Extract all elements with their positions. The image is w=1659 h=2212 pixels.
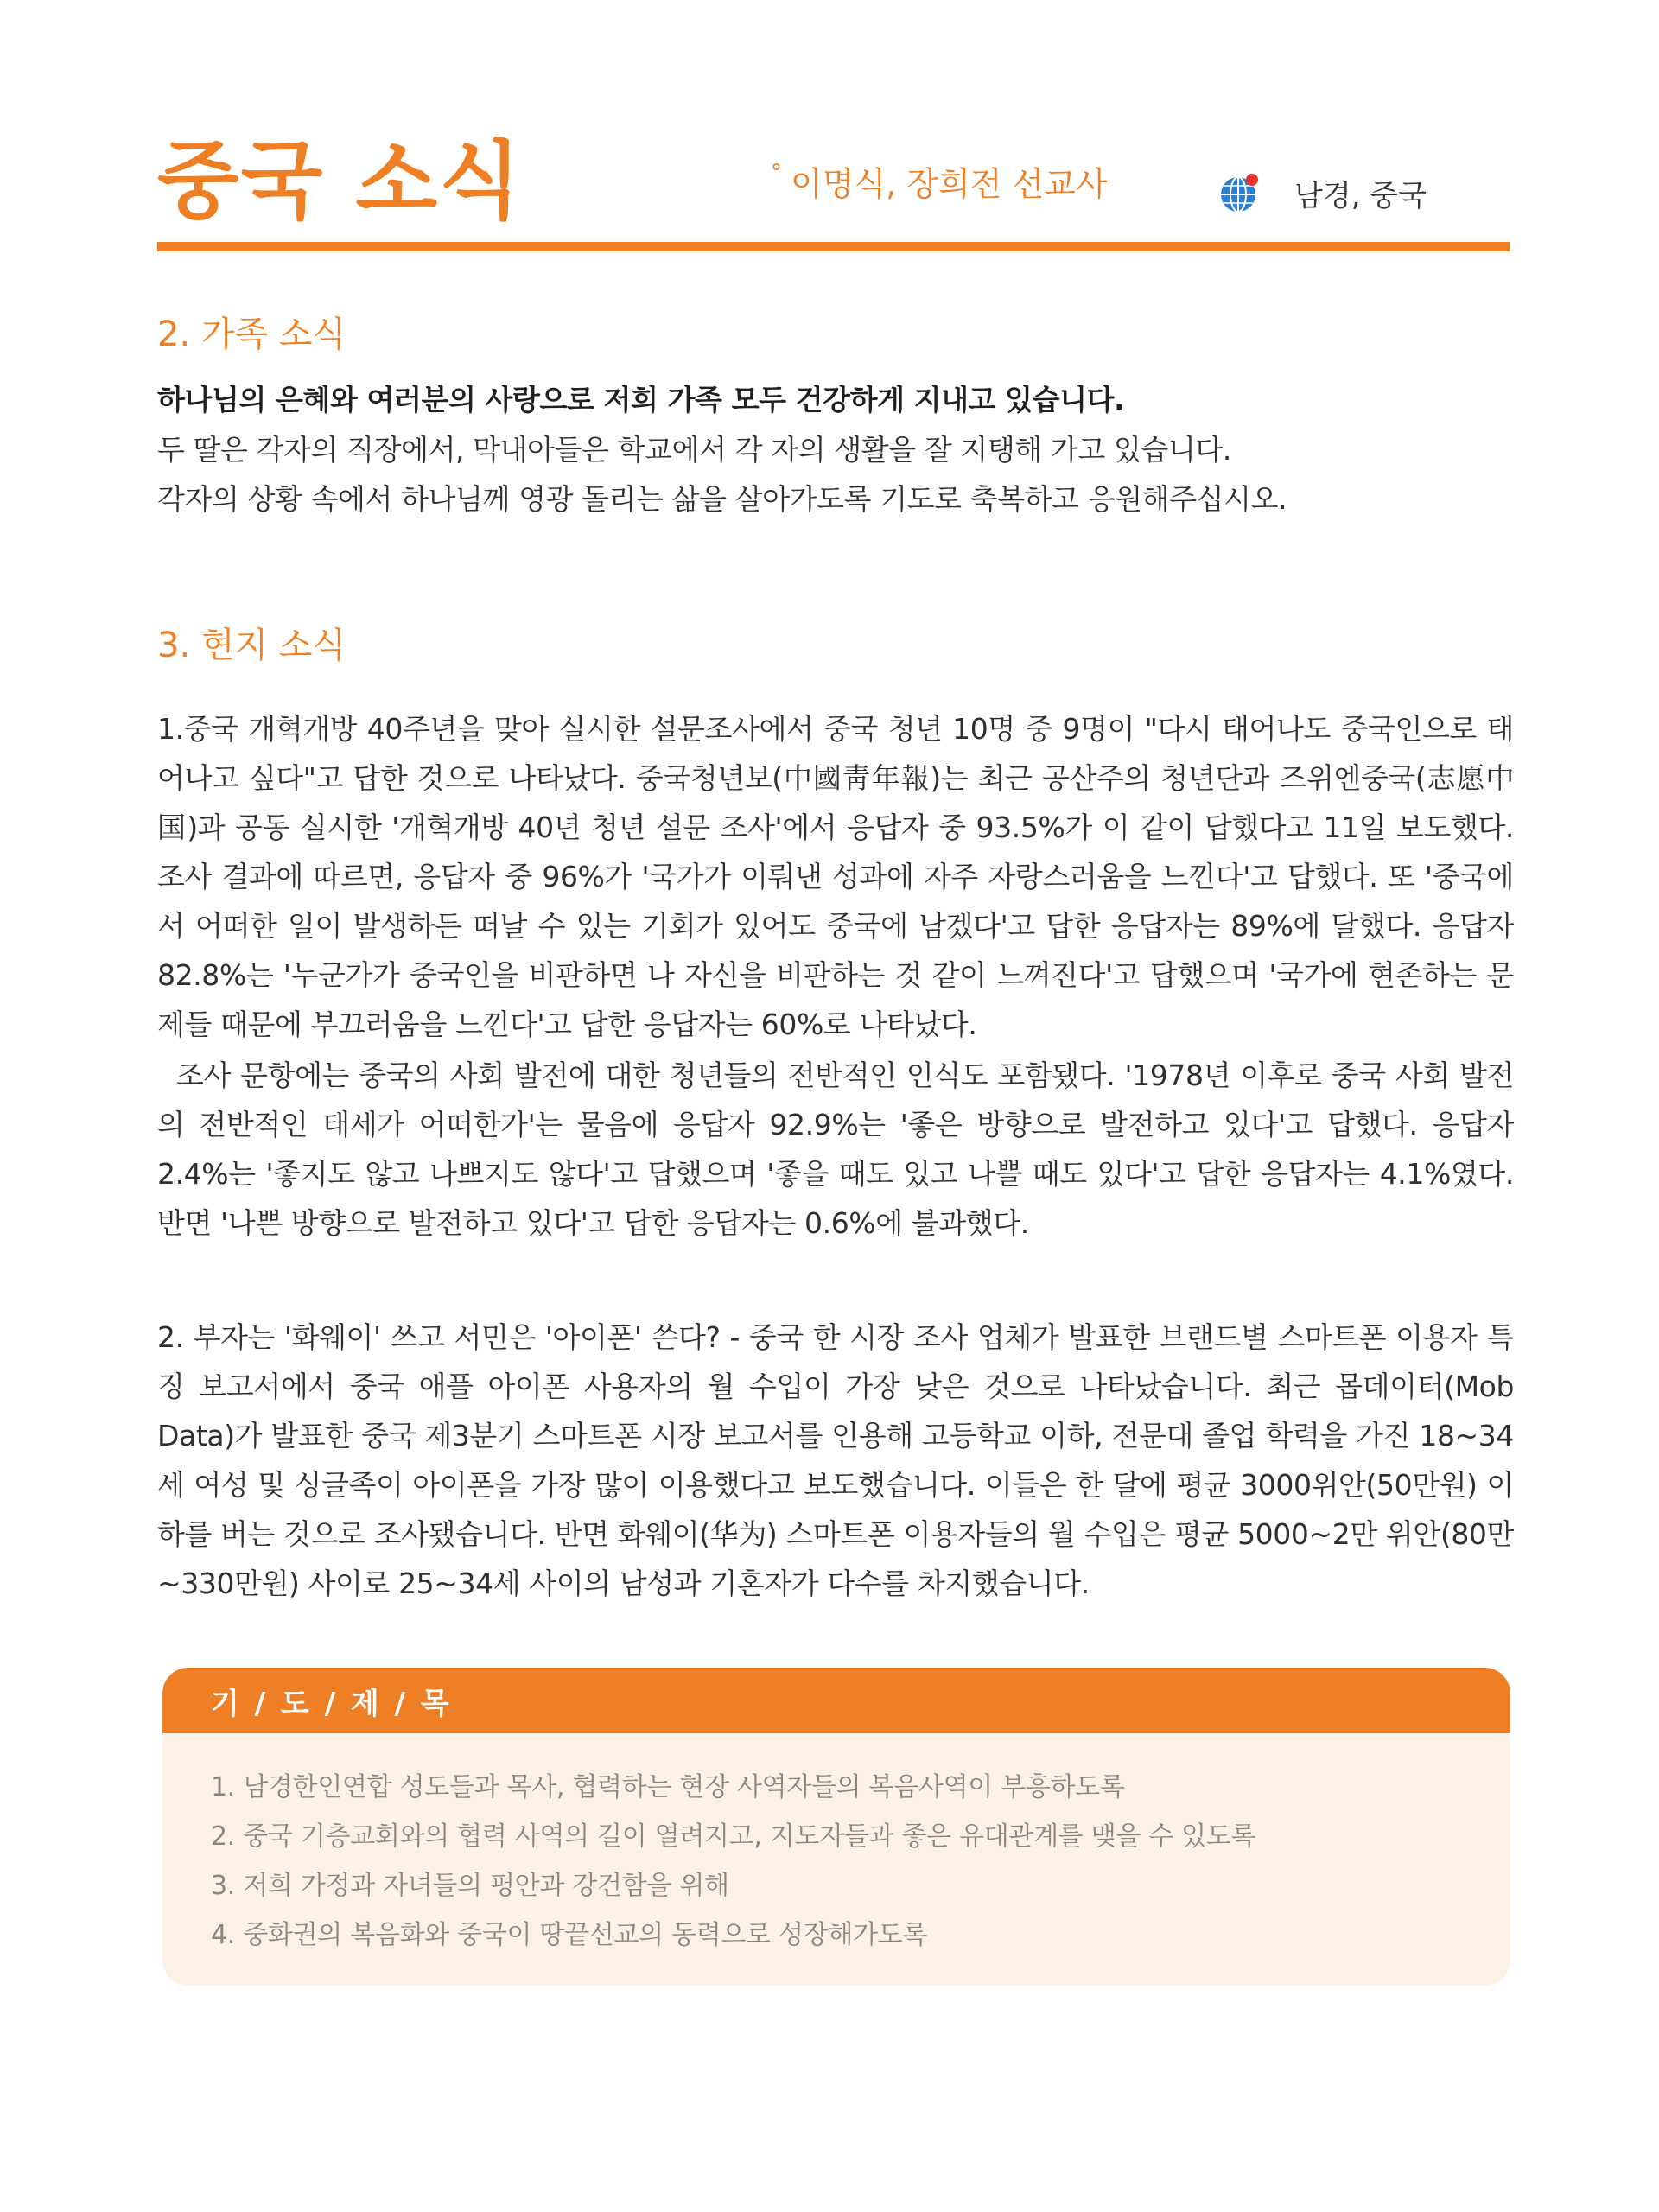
- family-lead-text: 하나님의 은혜와 여러분의 사랑으로 저희 가족 모두 건강하게 지내고 있습니다.: [157, 383, 1125, 416]
- news-1-paragraph-1: 1.중국 개혁개방 40주년을 맞아 실시한 설문조사에서 중국 청년 10명 중 9명이 "다시 태어나도 중국인으로 태어나고 싶다"고 답한 것으로 나타났다. 중국청년보(中國靑年報)는 최근 공산주의 청년단과 즈위엔중국(志愿中国)과 공동 실시한 '개혁개방 40년 청년 설문 조사'에서 응답자 중 93.5%가 이 같이 답했다고 11일 보도했다. 조사 결과에 따르면, 응답자 중 96%가 '국가가 이뤄낸 성과에 자주 자랑스러움을 느낀다'고 답했다. 또 '중국에서 어떠한 일이 발생하든 떠날 수 있는 기회가 있어도 중국에 남겠다'고 답한 응답자는 89%에 달했다. 응답자 82.8%는 '누군가가 중국인을 비판하면 나 자신을 비판하는 것 같이 느껴진다'고 답했으며 '국가에 현존하는 문제들 때문에 부끄러움을 느낀다'고 답한 응답자는 60%로 나타났다.: [157, 712, 1514, 1041]
- prayer-box: [162, 1668, 1510, 1986]
- author-mark: °: [771, 160, 782, 186]
- prayer-item-4: 4. 중화권의 복음화와 중국이 땅끝선교의 동력으로 성장해가도록: [211, 1920, 928, 1950]
- family-lead: [157, 375, 1514, 424]
- location-text: 남경, 중국: [1294, 178, 1427, 213]
- author-name: 이명식, 장희전 선교사: [791, 165, 1108, 203]
- family-heading: 2. 가족 소식: [157, 315, 346, 354]
- prayer-item-1: 1. 남경한인연합 성도들과 목사, 협력하는 현장 사역자들의 복음사역이 부흥하도록: [211, 1772, 1125, 1802]
- page-header: [157, 130, 1510, 251]
- prayer-title: 기 / 도 / 제 / 목: [162, 1668, 1510, 1733]
- news-1-paragraph-2: 조사 문항에는 중국의 사회 발전에 대한 청년들의 전반적인 인식도 포함됐다. '1978년 이후로 중국 사회 발전의 전반적인 태세가 어떠한가'는 물음에 응답자 92.9%는 '좋은 방향으로 발전하고 있다'고 답했다. 응답자 2.4%는 '좋지도 않고 나쁘지도 않다'고 답했으며 '좋을 때도 있고 나쁠 때도 있다'고 답한 응답자는 4.1%였다. 반면 '나쁜 방향으로 발전하고 있다'고 답한 응답자는 0.6%에 불과했다.: [157, 1058, 1514, 1240]
- location: [1218, 171, 1427, 214]
- family-line-2: 각자의 상황 속에서 하나님께 영광 돌리는 삶을 살아가도록 기도로 축복하고 응원해주십시오.: [157, 482, 1287, 516]
- prayer-item-3: 3. 저희 가정과 자녀들의 평안과 강건함을 위해: [211, 1871, 729, 1901]
- page-title: 중국 소식: [157, 132, 523, 231]
- family-line-1: 두 딸은 각자의 직장에서, 막내아들은 학교에서 각 자의 생활을 잘 지탱해 가고 있습니다.: [157, 433, 1231, 467]
- header-divider: [157, 242, 1510, 251]
- local-heading: 3. 현지 소식: [157, 626, 346, 665]
- author-line: [771, 162, 1108, 210]
- globe-icon: [1218, 171, 1262, 214]
- prayer-item-2: 2. 중국 기층교회와의 협력 사역의 길이 열려지고, 지도자들과 좋은 유대관계를 맺을 수 있도록: [211, 1821, 1256, 1852]
- family-body: [157, 425, 1514, 524]
- prayer-list: [162, 1733, 1510, 1960]
- news-2-paragraph: 2. 부자는 '화웨이' 쓰고 서민은 '아이폰' 쓴다? - 중국 한 시장 조사 업체가 발표한 브랜드별 스마트폰 이용자 특징 보고서에서 중국 애플 아이폰 사용자의 월 수입이 가장 낮은 것으로 나타났습니다. 최근 몹데이터(Mob Data)가 발표한 중국 제3분기 스마트폰 시장 보고서를 인용해 고등학교 이하, 전문대 졸업 학력을 가진 18~34세 여성 및 싱글족이 아이폰을 가장 많이 이용했다고 보도했습니다. 이들은 한 달에 평균 3000위안(50만원) 이하를 버는 것으로 조사됐습니다. 반면 화웨이(华为) 스마트폰 이용자들의 월 수입은 평균 5000~2만 위안(80만~330만원) 사이로 25~34세 사이의 남성과 기혼자가 다수를 차지했습니다.: [157, 1320, 1514, 1600]
